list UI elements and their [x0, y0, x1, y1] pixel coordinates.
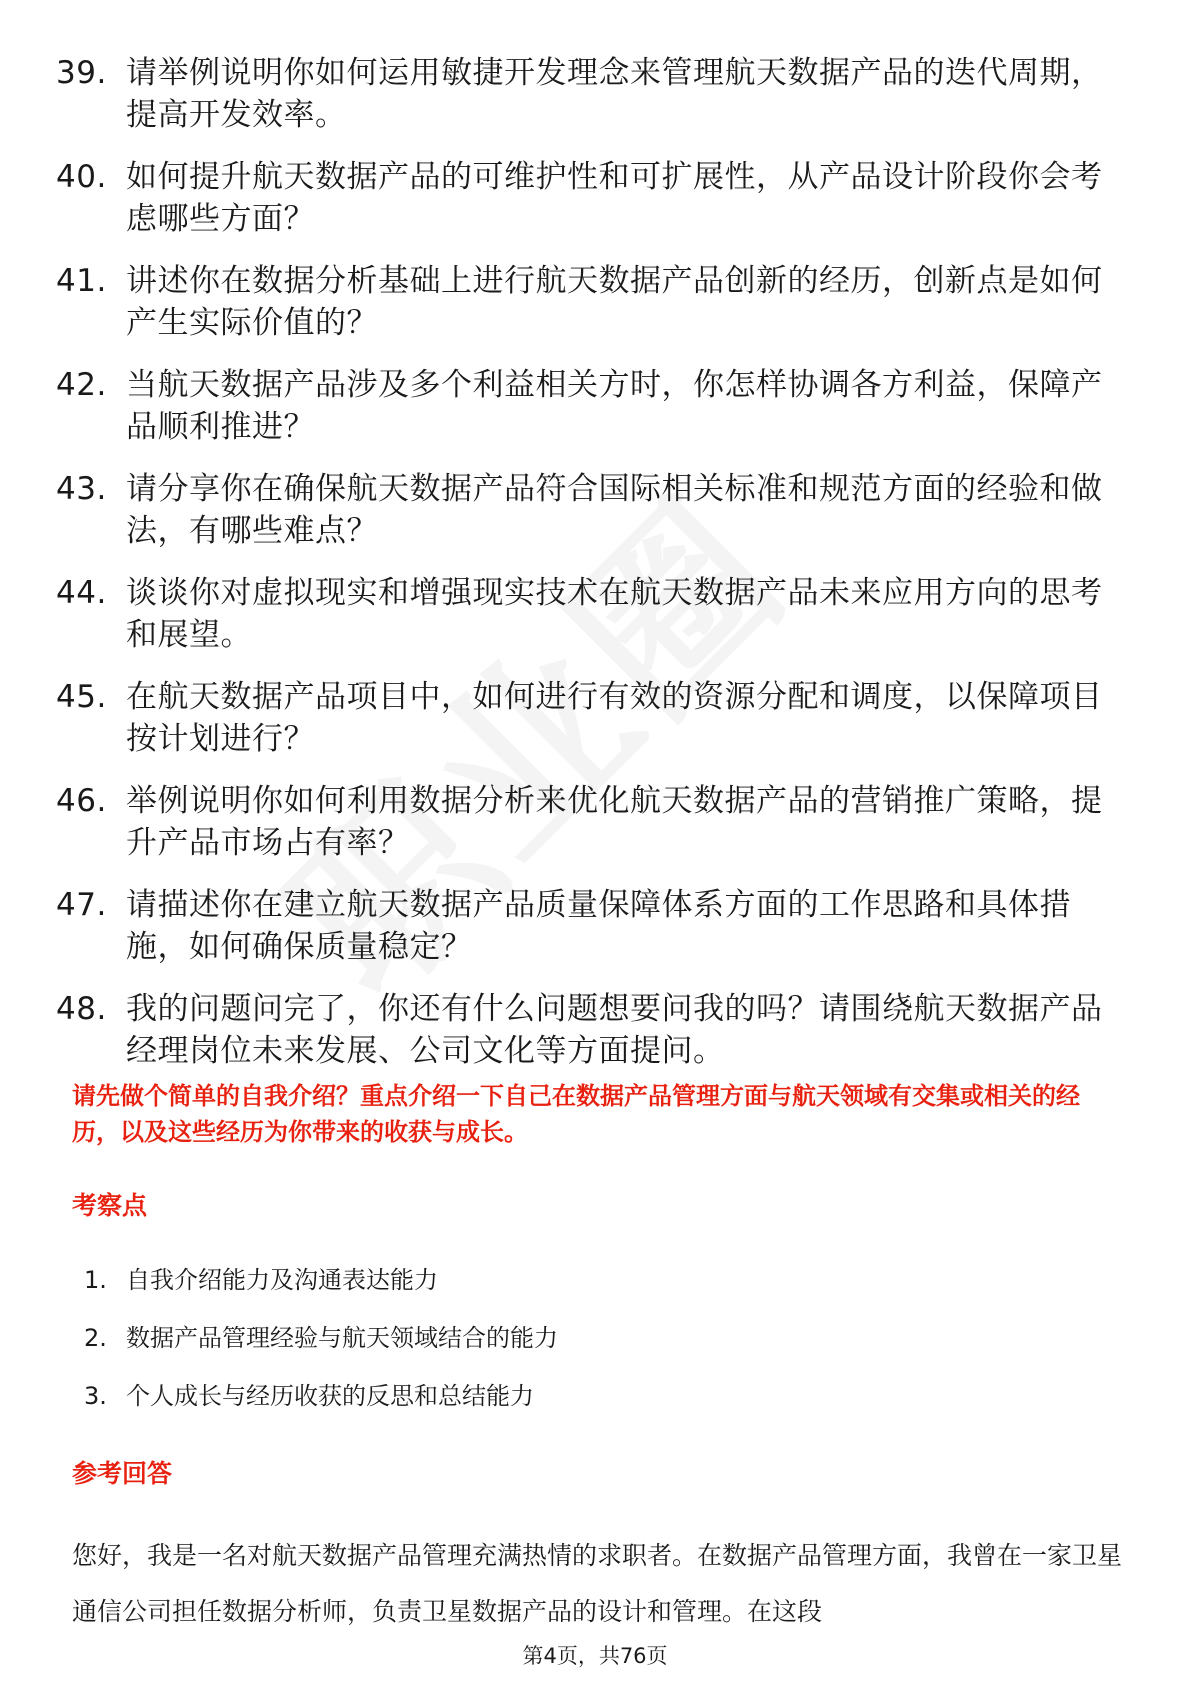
- list-item: [56, 884, 1116, 968]
- list-item: [56, 156, 1116, 240]
- question-number: 48.: [56, 991, 107, 1027]
- question-number: 39.: [56, 55, 107, 91]
- list-item: [56, 52, 1116, 136]
- exam-points-list: [84, 1262, 1084, 1436]
- page-footer: 第4页，共76页: [0, 1642, 1190, 1670]
- reference-answer-heading: 参考回答: [72, 1459, 173, 1488]
- list-item: [84, 1320, 1084, 1356]
- question-text: 请举例说明你如何运用敏捷开发理念来管理航天数据产品的迭代周期，提高开发效率。: [126, 55, 1103, 133]
- highlighted-question: 请先做个简单的自我介绍？重点介绍一下自己在数据产品管理方面与航天领域有交集或相关的经历，以及这些经历为你带来的收获与成长。: [72, 1082, 1080, 1146]
- question-number: 44.: [56, 575, 107, 611]
- list-item: [56, 780, 1116, 864]
- question-number: 43.: [56, 471, 107, 507]
- question-text: 当航天数据产品涉及多个利益相关方时，你怎样协调各方利益，保障产品顺利推进？: [126, 367, 1103, 445]
- point-text: 自我介绍能力及沟通表达能力: [126, 1266, 438, 1294]
- question-number: 40.: [56, 159, 107, 195]
- point-number: 1.: [84, 1266, 107, 1294]
- question-text: 如何提升航天数据产品的可维护性和可扩展性，从产品设计阶段你会考虑哪些方面？: [126, 159, 1103, 237]
- list-item: [56, 260, 1116, 344]
- list-item: [56, 364, 1116, 448]
- question-text: 请描述你在建立航天数据产品质量保障体系方面的工作思路和具体措施，如何确保质量稳定？: [126, 887, 1071, 965]
- question-text: 请分享你在确保航天数据产品符合国际相关标准和规范方面的经验和做法，有哪些难点？: [126, 471, 1103, 549]
- exam-points-heading: 考察点: [72, 1191, 148, 1220]
- question-text: 举例说明你如何利用数据分析来优化航天数据产品的营销推广策略，提升产品市场占有率？: [126, 783, 1103, 861]
- question-number: 47.: [56, 887, 107, 923]
- question-text: 讲述你在数据分析基础上进行航天数据产品创新的经历，创新点是如何产生实际价值的？: [126, 263, 1103, 341]
- point-number: 3.: [84, 1382, 107, 1410]
- question-list: [56, 52, 1116, 1092]
- question-number: 42.: [56, 367, 107, 403]
- point-text: 数据产品管理经验与航天领域结合的能力: [126, 1324, 558, 1352]
- question-number: 41.: [56, 263, 107, 299]
- list-item: [84, 1378, 1084, 1414]
- list-item: [56, 572, 1116, 656]
- question-number: 46.: [56, 783, 107, 819]
- list-item: [56, 468, 1116, 552]
- point-text: 个人成长与经历收获的反思和总结能力: [126, 1382, 534, 1410]
- list-item: [56, 676, 1116, 760]
- answer-paragraph: 您好，我是一名对航天数据产品管理充满热情的求职者。在数据产品管理方面，我曾在一家卫星通信公司担任数据分析师，负责卫星数据产品的设计和管理。在这段: [72, 1541, 1123, 1626]
- question-text: 谈谈你对虚拟现实和增强现实技术在航天数据产品未来应用方向的思考和展望。: [126, 575, 1103, 653]
- question-number: 45.: [56, 679, 107, 715]
- list-item: [56, 988, 1116, 1072]
- list-item: [84, 1262, 1084, 1298]
- point-number: 2.: [84, 1324, 107, 1352]
- question-text: 在航天数据产品项目中，如何进行有效的资源分配和调度，以保障项目按计划进行？: [126, 679, 1103, 757]
- question-text: 我的问题问完了，你还有什么问题想要问我的吗？请围绕航天数据产品经理岗位未来发展、公司文化等方面提问。: [126, 991, 1103, 1069]
